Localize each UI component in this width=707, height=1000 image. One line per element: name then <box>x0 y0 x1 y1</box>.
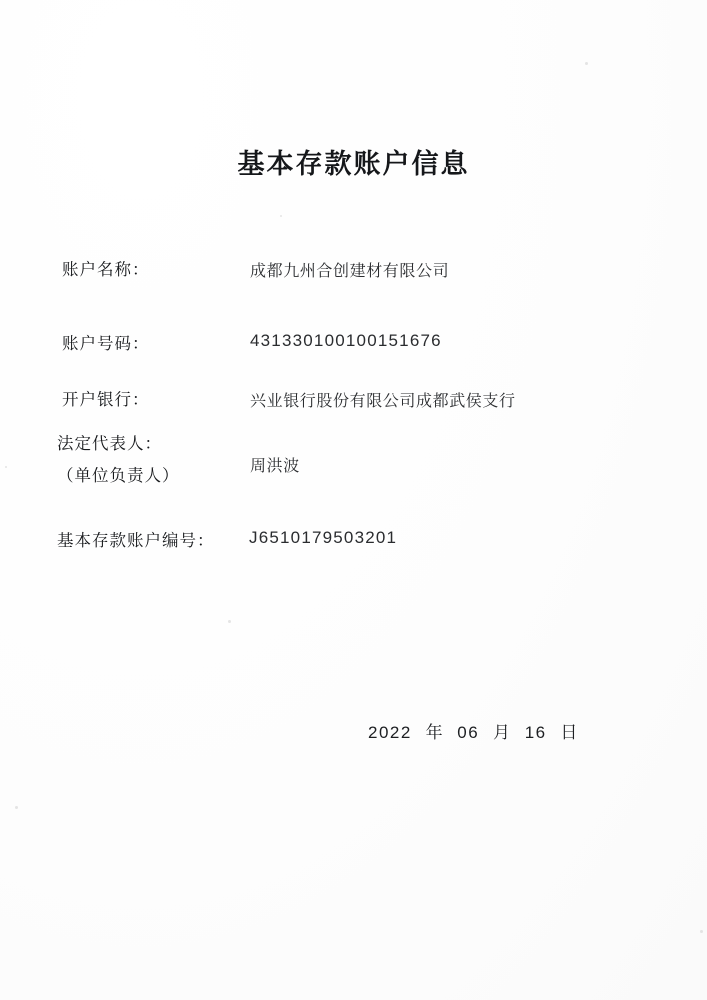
issue-date-month: 06 <box>457 723 480 742</box>
field-label-account-name: 账户名称： <box>62 261 150 279</box>
scan-speck <box>228 620 231 623</box>
field-bank-name <box>62 386 516 410</box>
issue-date-year: 2022 <box>368 723 412 742</box>
field-legal-representative <box>57 430 300 486</box>
field-value-bank-name: 兴业银行股份有限公司成都武侯支行 <box>250 393 516 410</box>
page-title: 基本存款账户信息 <box>237 149 470 179</box>
field-label-legal-representative: 法定代表人： <box>57 435 162 453</box>
issue-date-day: 16 <box>524 723 547 742</box>
issue-date-month-unit: 月 <box>492 723 511 742</box>
field-account-name <box>62 256 450 280</box>
field-basic-account-number <box>57 527 398 551</box>
field-value-basic-account-number: J6510179503201 <box>249 528 398 547</box>
issue-date-day-unit: 日 <box>560 723 579 742</box>
field-value-legal-representative: 周洪波 <box>250 458 300 475</box>
field-label-bank-name: 开户银行： <box>62 391 150 409</box>
issue-date-year-unit: 年 <box>425 723 444 742</box>
scan-speck <box>15 806 18 809</box>
field-account-number <box>62 330 442 354</box>
field-label-basic-account-number: 基本存款账户编号： <box>57 532 215 550</box>
scan-speck <box>585 62 588 65</box>
field-label-account-number: 账户号码： <box>62 335 150 353</box>
field-value-account-number: 431330100100151676 <box>250 331 442 350</box>
scan-speck <box>280 215 282 217</box>
field-label-legal-representative-sub: （单位负责人） <box>57 467 180 485</box>
field-value-account-name: 成都九州合创建材有限公司 <box>250 263 450 280</box>
scan-speck <box>700 930 703 933</box>
issue-date <box>364 718 582 743</box>
scan-speck <box>5 466 7 468</box>
